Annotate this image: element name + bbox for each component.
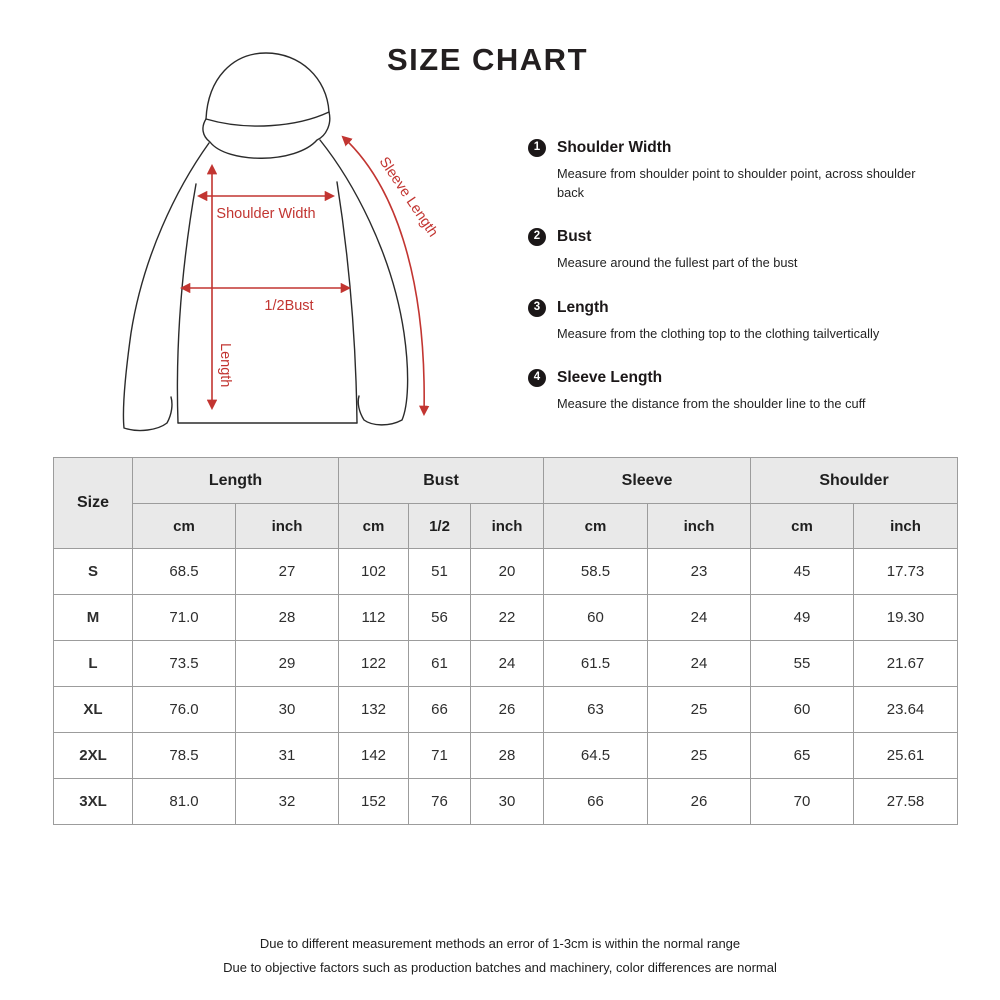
value-cell: 26 <box>648 779 751 825</box>
value-cell: 51 <box>409 549 471 595</box>
value-cell: 66 <box>544 779 648 825</box>
length-label: Length <box>217 343 233 388</box>
footnote-measurement-error: Due to different measurement methods an error of 1-3cm is within the normal range <box>259 936 741 951</box>
value-cell: 112 <box>339 595 409 641</box>
value-cell: 49 <box>751 595 854 641</box>
value-cell: 152 <box>339 779 409 825</box>
value-cell: 25 <box>648 687 751 733</box>
sleeve-length-label: Sleeve Length <box>375 154 441 241</box>
measurement-instructions <box>528 139 948 449</box>
table-row-xl <box>54 687 958 733</box>
table-row-3xl <box>54 779 958 825</box>
value-cell: 23 <box>648 549 751 595</box>
unit-shoulder-cm: cm <box>751 504 854 549</box>
value-cell: 102 <box>339 549 409 595</box>
instruction-head <box>528 139 948 157</box>
table-row-m <box>54 595 958 641</box>
value-cell: 61.5 <box>544 641 648 687</box>
instruction-description: Measure the distance from the shoulder line to the cuff <box>557 396 866 411</box>
value-cell: 22 <box>471 595 544 641</box>
value-cell: 76 <box>409 779 471 825</box>
value-cell: 63 <box>544 687 648 733</box>
instruction-item-length <box>528 299 948 343</box>
shoulder-width-label: Shoulder Width <box>216 206 316 222</box>
table-row-l <box>54 641 958 687</box>
size-cell: 2XL <box>54 733 133 779</box>
unit-shoulder-inch: inch <box>854 504 958 549</box>
col-group-shoulder: Shoulder <box>751 458 958 504</box>
value-cell: 32 <box>236 779 339 825</box>
unit-bust-half: 1/2 <box>409 504 471 549</box>
step-1-badge: 1 <box>528 139 546 157</box>
unit-length-cm: cm <box>133 504 236 549</box>
instruction-title: Sleeve Length <box>557 369 663 386</box>
value-cell: 21.67 <box>854 641 958 687</box>
col-group-sleeve: Sleeve <box>544 458 751 504</box>
value-cell: 55 <box>751 641 854 687</box>
value-cell: 58.5 <box>544 549 648 595</box>
value-cell: 76.0 <box>133 687 236 733</box>
half-bust-label: 1/2Bust <box>264 298 314 314</box>
size-cell: L <box>54 641 133 687</box>
instruction-title: Shoulder Width <box>557 139 672 156</box>
instruction-item-shoulder-width <box>528 139 948 202</box>
table-row-s <box>54 549 958 595</box>
value-cell: 17.73 <box>854 549 958 595</box>
value-cell: 19.30 <box>854 595 958 641</box>
value-cell: 71.0 <box>133 595 236 641</box>
table-group-header-row <box>54 458 958 504</box>
value-cell: 28 <box>471 733 544 779</box>
value-cell: 25.61 <box>854 733 958 779</box>
value-cell: 142 <box>339 733 409 779</box>
measurement-annotations <box>182 137 441 414</box>
value-cell: 65 <box>751 733 854 779</box>
value-cell: 56 <box>409 595 471 641</box>
hoodie-outline <box>123 53 407 430</box>
table-unit-header-row <box>54 504 958 549</box>
value-cell: 29 <box>236 641 339 687</box>
col-header-size: Size <box>54 458 133 549</box>
size-table <box>53 457 958 825</box>
col-group-bust: Bust <box>339 458 544 504</box>
footnote-color-difference: Due to objective factors such as production batches and machinery, color differences are normal <box>223 960 777 975</box>
value-cell: 45 <box>751 549 854 595</box>
instruction-title: Length <box>557 299 609 316</box>
instruction-head <box>528 369 948 387</box>
value-cell: 60 <box>751 687 854 733</box>
value-cell: 61 <box>409 641 471 687</box>
value-cell: 70 <box>751 779 854 825</box>
step-3-badge: 3 <box>528 299 546 317</box>
value-cell: 20 <box>471 549 544 595</box>
size-cell: XL <box>54 687 133 733</box>
instruction-head <box>528 299 948 317</box>
value-cell: 132 <box>339 687 409 733</box>
instruction-head <box>528 228 948 246</box>
value-cell: 64.5 <box>544 733 648 779</box>
instruction-item-sleeve-length <box>528 369 948 413</box>
value-cell: 28 <box>236 595 339 641</box>
size-cell: M <box>54 595 133 641</box>
value-cell: 66 <box>409 687 471 733</box>
value-cell: 24 <box>648 641 751 687</box>
unit-sleeve-inch: inch <box>648 504 751 549</box>
value-cell: 25 <box>648 733 751 779</box>
footnotes <box>0 936 1000 984</box>
unit-sleeve-cm: cm <box>544 504 648 549</box>
value-cell: 24 <box>471 641 544 687</box>
value-cell: 81.0 <box>133 779 236 825</box>
value-cell: 31 <box>236 733 339 779</box>
value-cell: 27.58 <box>854 779 958 825</box>
value-cell: 30 <box>236 687 339 733</box>
instruction-item-bust <box>528 228 948 272</box>
instruction-description: Measure from the clothing top to the clothing tailvertically <box>557 326 880 341</box>
instruction-title: Bust <box>557 228 592 245</box>
value-cell: 60 <box>544 595 648 641</box>
table-row-2xl <box>54 733 958 779</box>
page-title: SIZE CHART <box>387 42 588 77</box>
unit-bust-inch: inch <box>471 504 544 549</box>
value-cell: 73.5 <box>133 641 236 687</box>
value-cell: 71 <box>409 733 471 779</box>
value-cell: 78.5 <box>133 733 236 779</box>
col-group-length: Length <box>133 458 339 504</box>
value-cell: 68.5 <box>133 549 236 595</box>
hoodie-measurement-diagram <box>60 40 490 440</box>
instruction-description: Measure from shoulder point to shoulder point, across shoulder back <box>557 166 916 201</box>
step-4-badge: 4 <box>528 369 546 387</box>
unit-length-inch: inch <box>236 504 339 549</box>
value-cell: 26 <box>471 687 544 733</box>
value-cell: 23.64 <box>854 687 958 733</box>
step-2-badge: 2 <box>528 228 546 246</box>
size-cell: 3XL <box>54 779 133 825</box>
unit-bust-cm: cm <box>339 504 409 549</box>
size-cell: S <box>54 549 133 595</box>
value-cell: 24 <box>648 595 751 641</box>
instruction-description: Measure around the fullest part of the bust <box>557 255 798 270</box>
value-cell: 122 <box>339 641 409 687</box>
value-cell: 27 <box>236 549 339 595</box>
value-cell: 30 <box>471 779 544 825</box>
